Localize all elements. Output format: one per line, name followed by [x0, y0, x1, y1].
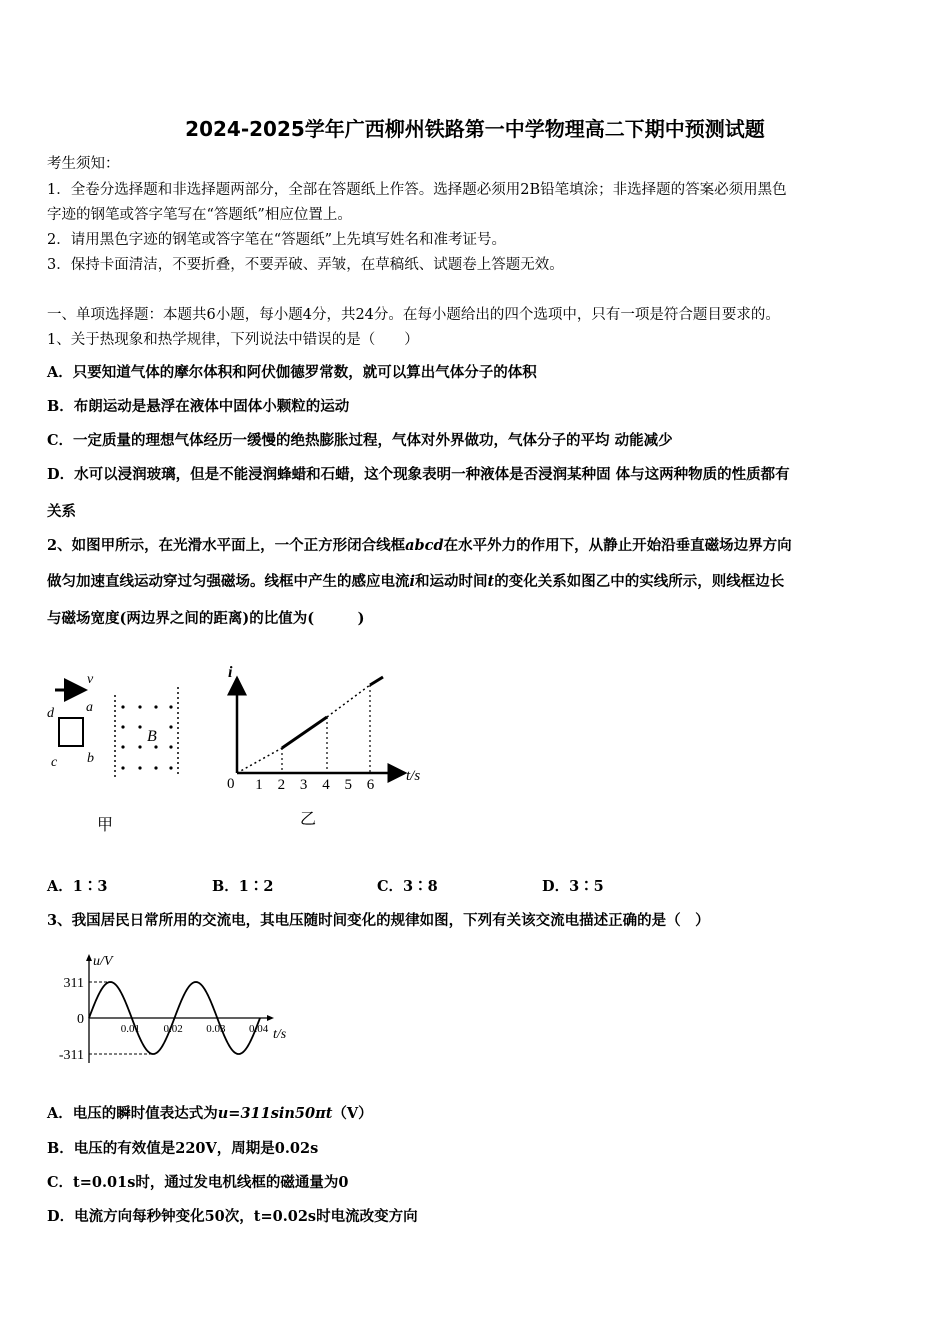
q3-option-d: D．电流方向每秒钟变化50次，t=0.02s时电流改变方向	[47, 1208, 418, 1225]
q1-option-d-cont: 关系	[47, 503, 76, 520]
x-tick-label: 0.04	[249, 1023, 269, 1035]
x-tick-label: 0.01	[120, 1023, 140, 1035]
q2-stem-line3: 与磁场宽度(两边界之间的距离)的比值为( )	[47, 610, 365, 627]
q2-stem-line1: 2、如图甲所示，在光滑水平面上，一个正方形闭合线框abcd在水平外力的作用下，从静止开始沿垂直磁场边界方向	[47, 537, 792, 554]
x-axis-arrow	[267, 1015, 274, 1021]
figure-yi	[220, 660, 430, 840]
current-solid-line	[282, 717, 327, 748]
label-v: v	[87, 672, 94, 687]
x-tick-label: 6	[366, 777, 375, 793]
q2-option-b: B．1∶2	[212, 878, 274, 895]
q1-option-d: D．水可以浸润玻璃，但是不能浸润蜂蜡和石蜡，这个现象表明一种液体是否浸润某种固 体与这两种物质的性质都有	[47, 466, 790, 483]
q3-stem: 3、我国居民日常所用的交流电，其电压随时间变化的规律如图，下列有关该交流电描述正确的是（ ）	[47, 912, 710, 929]
label-b: b	[87, 751, 94, 766]
coil-square	[59, 718, 83, 746]
x-axis-label: t/s	[273, 1027, 287, 1042]
q3-option-b: B．电压的有效值是220V，周期是0.02s	[47, 1140, 319, 1157]
current-dotted-line	[237, 748, 282, 773]
caption-yi: 乙	[300, 811, 317, 828]
notice-heading: 考生须知：	[47, 156, 120, 172]
x-tick-label: 1	[255, 777, 263, 793]
x-tick-label: 2	[277, 777, 286, 793]
x-tick-label: 0.03	[206, 1023, 226, 1035]
q3-option-c: C．t=0.01s时，通过发电机线框的磁通量为0	[47, 1174, 349, 1191]
x-tick-label: 0.02	[163, 1023, 183, 1035]
y-tick-label: -311	[58, 1048, 84, 1063]
current-solid-line-2	[370, 677, 383, 685]
q1-stem: 1、关于热现象和热学规律，下列说法中错误的是（ ）	[47, 332, 419, 348]
y-axis-label: i	[228, 664, 233, 681]
section-heading: 一、单项选择题：本题共6小题，每小题4分，共24分。在每小题给出的四个选项中，只有一项是符合题目要求的。	[47, 307, 780, 323]
label-a: a	[86, 700, 93, 715]
x-axis-label: t/s	[406, 768, 421, 784]
figure-jia	[45, 665, 195, 840]
notice-item: 1．全卷分选择题和非选择题两部分，全部在答题纸上作答。选择题必须用2B铅笔填涂；非选择题的答案必须用黑色	[47, 182, 787, 198]
label-B: B	[147, 728, 157, 745]
q2-option-d: D．3∶5	[542, 878, 604, 895]
ac-voltage-chart	[45, 945, 305, 1075]
x-tick-label: 4	[322, 777, 330, 793]
y-tick-label: 0	[77, 1012, 84, 1027]
origin-label: 0	[227, 776, 235, 792]
x-tick-label: 5	[344, 777, 352, 793]
q2-option-c: C．3∶8	[377, 878, 438, 895]
y-tick-label: 311	[63, 976, 84, 991]
y-axis-arrow	[86, 954, 92, 961]
x-tick-label: 3	[299, 777, 308, 793]
q1-option-a: A．只要知道气体的摩尔体积和阿伏伽德罗常数，就可以算出气体分子的体积	[47, 364, 537, 381]
q1-option-b: B．布朗运动是悬浮在液体中固体小颗粒的运动	[47, 398, 350, 415]
y-axis-label: u/V	[93, 954, 113, 969]
caption-jia: 甲	[97, 817, 114, 834]
notice-item: 2．请用黑色字迹的钢笔或答字笔在“答题纸”上先填写姓名和准考证号。	[47, 232, 507, 248]
notice-item: 3．保持卡面清洁，不要折叠，不要弄破、弄皱，在草稿纸、试题卷上答题无效。	[47, 257, 564, 273]
q3-option-a: A．电压的瞬时值表达式为u=311sin50πt（V）	[47, 1105, 373, 1122]
current-dotted-line-2	[327, 685, 370, 717]
page-title: 2024-2025学年广西柳州铁路第一中学物理高二下期中预测试题	[185, 117, 765, 141]
label-c: c	[51, 755, 58, 770]
notice-item: 字迹的钢笔或答字笔写在“答题纸”相应位置上。	[47, 207, 352, 223]
label-d: d	[47, 706, 54, 721]
q1-option-c: C．一定质量的理想气体经历一缓慢的绝热膨胀过程，气体对外界做功，气体分子的平均 动能减少	[47, 432, 673, 449]
q2-option-a: A．1∶3	[47, 878, 108, 895]
q2-stem-line2: 做匀加速直线运动穿过匀强磁场。线框中产生的感应电流i和运动时间t的变化关系如图乙中的实线所示，则线框边长	[47, 573, 785, 590]
